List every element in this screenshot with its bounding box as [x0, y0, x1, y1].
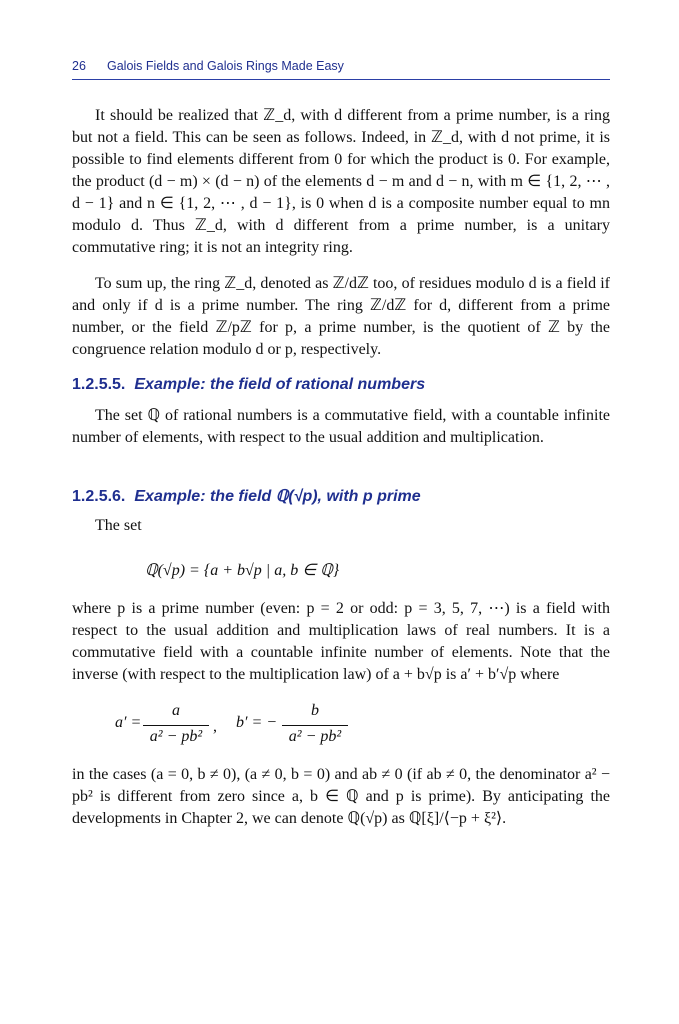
- a-prime-lhs: a′ =: [115, 714, 142, 731]
- page-number: 26: [72, 59, 86, 73]
- paragraph-cases: in the cases (a = 0, b ≠ 0), (a ≠ 0, b = 0) and ab ≠ 0 (if ab ≠ 0, the denominator a² − pb² is different from zero since a, b ∈ ℚ and p is prime). By anticipating the developments in Chapter 2, we can denote ℚ(√p) as ℚ[ξ]/⟨−p + ξ²⟩.: [72, 766, 610, 827]
- paragraph-integrity: It should be realized that ℤ_d, with d different from a prime number, is a ring but not a field. This can be seen as follows. Indeed, in ℤ_d, with d not prime, it is possible to find elements different from 0 for which the product is 0. For example, the product (d − m) × (d − n) of the elements d − m and d − n, with m ∈ {1, 2, ⋯ , d − 1} and n ∈ {1, 2, ⋯ , d − 1}, is 0 when d is a composite number equal to mn modulo d. Thus ℤ_d, with d different from a prime number, is a unitary commutative ring; it is not an integrity ring.: [72, 107, 610, 256]
- paragraph-field-description: where p is a prime number (even: p = 2 or odd: p = 3, 5, 7, ⋯) is a field with respect to the usual addition and multiplication laws of real numbers. It is a commutative field with a countable infinite number of elements. Note that the inverse (with respect to the multiplication law) of a + b√p is a′ + b′√p where: [72, 600, 610, 683]
- a-prime-numerator: a: [172, 702, 180, 719]
- paragraph-rational: The set ℚ of rational numbers is a commutative field, with a countable infinite number of elements, with respect to the usual addition and multiplication.: [72, 407, 610, 446]
- b-prime-fraction: [282, 702, 348, 750]
- paragraph-summary: To sum up, the ring ℤ_d, denoted as ℤ/dℤ too, of residues modulo d is a field if and only if d is a prime number. The ring ℤ/dℤ for d, different from a prime number, or the field ℤ/pℤ for p, a prime number, is the quotient of ℤ by the congruence relation modulo d or p, respectively.: [72, 275, 610, 358]
- b-prime-denominator: a² − pb²: [288, 728, 342, 745]
- fraction-bar: [282, 725, 348, 726]
- running-title: Galois Fields and Galois Rings Made Easy: [107, 59, 344, 73]
- formula-separator: ,: [213, 718, 217, 735]
- a-prime-fraction: [143, 702, 209, 750]
- section-number: 1.2.5.5.: [72, 376, 126, 393]
- set-definition-equation: ℚ(√p) = {a + b√p | a, b ∈ ℚ}: [145, 562, 340, 579]
- section-title: Example: the field of rational numbers: [134, 376, 426, 393]
- a-prime-denominator: a² − pb²: [149, 728, 203, 745]
- b-prime-lhs: b′ = −: [236, 714, 278, 731]
- b-prime-numerator: b: [311, 702, 319, 719]
- fraction-bar: [143, 725, 209, 726]
- section-number: 1.2.5.6.: [72, 488, 126, 505]
- section-title: Example: the field ℚ(√p), with p prime: [134, 488, 421, 505]
- section-heading-rational: [72, 376, 610, 394]
- section-heading-sqrt-p: [72, 486, 610, 506]
- paragraph-the-set: The set: [95, 517, 142, 534]
- running-header: [72, 57, 610, 80]
